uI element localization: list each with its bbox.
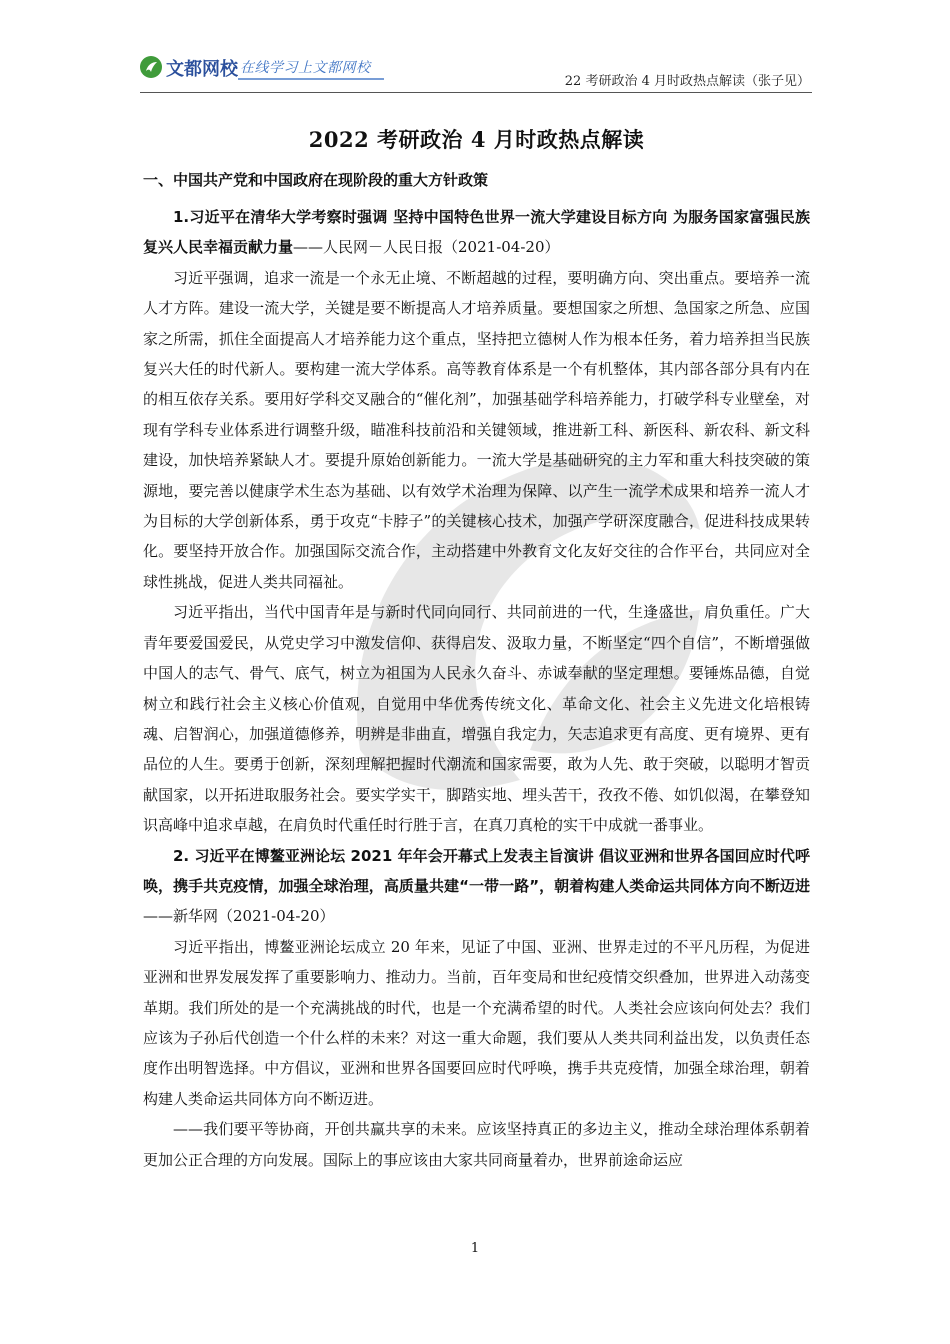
paragraph: 习近平强调，追求一流是一个永无止境、不断超越的过程，要明确方向、突出重点。要培养一流人才方阵。建设一流大学，关键是要不断提高人才培养质量。要想国家之所想、急国家之所急、应国家之所需，抓住全面提高人才培养能力这个重点，坚持把立德树人作为根本任务，着力培养担当民族复兴大任的时代新人。要构建一流大学体系。高等教育体系是一个有机整体，其内部各部分具有内在的相互依存关系。要用好学科交叉融合的“催化剂”，加强基础学科培养能力，打破学科专业壁垒，对现有学科专业体系进行调整升级，瞄准科技前沿和关键领域，推进新工科、新医科、新农科、新文科建设，加快培养紧缺人才。要提升原始创新能力。一流大学是基础研究的主力军和重大科技突破的策源地，要完善以健康学术生态为基础、以有效学术治理为保障、以产生一流学术成果和培养一流人才为目标的大学创新体系，勇于攻克“卡脖子”的关键核心技术，加强产学研深度融合，促进科技成果转化。要坚持开放合作。加强国际交流合作，主动搭建中外教育文化友好交往的合作平台，共同应对全球性挑战，促进人类共同福祉。 <box>143 268 810 591</box>
paragraph: 习近平指出，当代中国青年是与新时代同向同行、共同前进的一代，生逢盛世，肩负重任。广大青年要爱国爱民，从党史学习中激发信仰、获得启发、汲取力量，不断坚定“四个自信”，不断增强做中国人的志气、骨气、底气，树立为祖国为人民永久奋斗、赤诚奉献的坚定理想。要锤炼品德，自觉树立和践行社会主义核心价值观，自觉用中华优秀传统文化、革命文化、社会主义先进文化培根铸魂、启智润心，加强道德修养，明辨是非曲直，增强自我定力，矢志追求更有高度、更有境界、更有品位的人生。要勇于创新，深刻理解把握时代潮流和国家需要，敢为人先、敢于突破，以聪明才智贡献国家，以开拓进取服务社会。要实学实干，脚踏实地、埋头苦干，孜孜不倦、如饥似渴，在攀登知识高峰中追求卓越，在肩负时代重任时行胜于言，在真刀真枪的实干中成就一番事业。 <box>143 603 810 835</box>
page-number: 1 <box>470 1241 480 1256</box>
news-headline: 1.习近平在清华大学考察时强调 坚持中国特色世界一流大学建设目标方向 为服务国家富强民族复兴人民幸福贡献力量 <box>143 208 810 257</box>
paragraph: 习近平指出，博鳌亚洲论坛成立 20 年来，见证了中国、亚洲、世界走过的不平凡历程，为促进亚洲和世界发展发挥了重要影响力、推动力。当前，百年变局和世纪疫情交织叠加，世界进入动荡变革期。我们所处的是一个充满挑战的时代，也是一个充满希望的时代。人类社会应该向何处去？我们应该为子孙后代创造一个什么样的未来？对这一重大命题，我们要从人类共同利益出发，以负责任态度作出明智选择。中方倡议，亚洲和世界各国要回应时代呼唤，携手共克疫情，加强全球治理，朝着构建人类命运共同体方向不断迈进。 <box>143 937 810 1108</box>
header-divider <box>140 92 812 93</box>
logo-text: 文都网校 <box>166 59 238 80</box>
document-title: 2022 考研政治 4 月时政热点解读 <box>308 127 645 152</box>
news-item-title <box>143 202 810 263</box>
section-heading: 一、中国共产党和中国政府在现阶段的重大方针政策 <box>143 171 489 189</box>
news-source: ——新华网（2021-04-20） <box>143 907 335 926</box>
slogan-underline <box>238 78 384 80</box>
header-doc-title: 22 考研政治 4 月时政热点解读（张子见） <box>564 74 810 89</box>
document-body <box>143 124 810 1175</box>
slogan-text: 在线学习上文都网校 <box>240 60 371 76</box>
news-source: ——人民网－人民日报（2021-04-20） <box>293 238 560 257</box>
news-item-title <box>143 841 810 932</box>
page-header <box>140 52 812 94</box>
news-headline: 2. 习近平在博鳌亚洲论坛 2021 年年会开幕式上发表主旨演讲 倡议亚洲和世界各国回应时代呼唤，携手共克疫情，加强全球治理，高质量共建“一带一路”，朝着构建人类命运共同体方向不断迈进 <box>143 846 810 895</box>
paragraph: ——我们要平等协商，开创共赢共享的未来。应该坚持真正的多边主义，推动全球治理体系朝着更加公正合理的方向发展。国际上的事应该由大家共同商量着办，世界前途命运应 <box>143 1120 810 1169</box>
wendu-logo-icon <box>140 56 162 78</box>
